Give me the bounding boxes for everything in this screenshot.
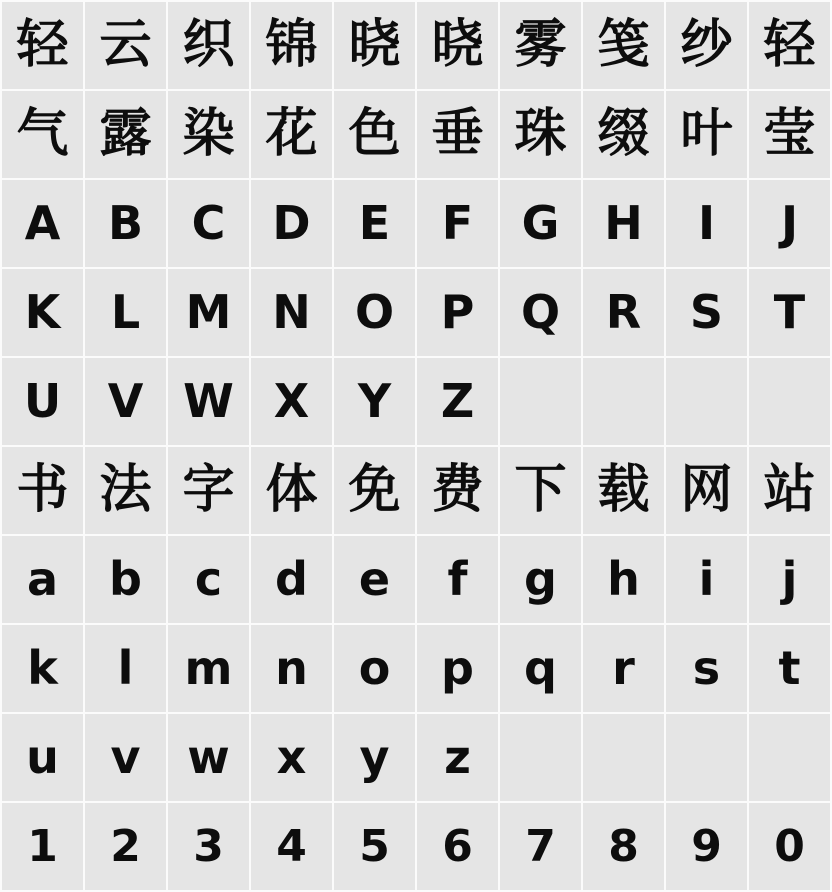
glyph-cell: b — [85, 536, 166, 623]
glyph-cell: 缀 — [583, 91, 664, 178]
glyph-cell: 3 — [168, 803, 249, 890]
glyph-cell: a — [2, 536, 83, 623]
glyph-cell: P — [417, 269, 498, 356]
glyph-cell: v — [85, 714, 166, 801]
glyph-cell: G — [500, 180, 581, 267]
glyph-cell: K — [2, 269, 83, 356]
glyph-cell: R — [583, 269, 664, 356]
glyph-cell: 珠 — [500, 91, 581, 178]
glyph-cell: k — [2, 625, 83, 712]
glyph-cell: 2 — [85, 803, 166, 890]
glyph-cell: f — [417, 536, 498, 623]
glyph-cell: x — [251, 714, 332, 801]
glyph-cell: S — [666, 269, 747, 356]
glyph-cell: 7 — [500, 803, 581, 890]
glyph-cell: 笺 — [583, 2, 664, 89]
glyph-cell: 费 — [417, 447, 498, 534]
glyph-cell: 5 — [334, 803, 415, 890]
glyph-cell: 色 — [334, 91, 415, 178]
glyph-cell: 9 — [666, 803, 747, 890]
glyph-cell: H — [583, 180, 664, 267]
glyph-cell: m — [168, 625, 249, 712]
glyph-cell: Q — [500, 269, 581, 356]
glyph-cell: Z — [417, 358, 498, 445]
glyph-cell: 书 — [2, 447, 83, 534]
glyph-cell: l — [85, 625, 166, 712]
glyph-cell: D — [251, 180, 332, 267]
glyph-cell: F — [417, 180, 498, 267]
glyph-cell: 晓 — [334, 2, 415, 89]
glyph-cell: 载 — [583, 447, 664, 534]
glyph-cell: 字 — [168, 447, 249, 534]
glyph-cell: p — [417, 625, 498, 712]
glyph-cell: i — [666, 536, 747, 623]
empty-cell — [583, 358, 664, 445]
glyph-cell: 法 — [85, 447, 166, 534]
glyph-cell: 花 — [251, 91, 332, 178]
glyph-cell: 6 — [417, 803, 498, 890]
glyph-cell: s — [666, 625, 747, 712]
glyph-cell: o — [334, 625, 415, 712]
glyph-cell: 气 — [2, 91, 83, 178]
glyph-cell: z — [417, 714, 498, 801]
empty-cell — [583, 714, 664, 801]
glyph-cell: 4 — [251, 803, 332, 890]
glyph-cell: 轻 — [2, 2, 83, 89]
glyph-cell: E — [334, 180, 415, 267]
glyph-cell: C — [168, 180, 249, 267]
glyph-cell: 染 — [168, 91, 249, 178]
glyph-cell: 体 — [251, 447, 332, 534]
empty-cell — [749, 358, 830, 445]
glyph-cell: n — [251, 625, 332, 712]
glyph-cell: 晓 — [417, 2, 498, 89]
glyph-cell: g — [500, 536, 581, 623]
glyph-cell: M — [168, 269, 249, 356]
glyph-cell: h — [583, 536, 664, 623]
empty-cell — [666, 358, 747, 445]
glyph-cell: q — [500, 625, 581, 712]
glyph-cell: T — [749, 269, 830, 356]
glyph-cell: 下 — [500, 447, 581, 534]
glyph-cell: 轻 — [749, 2, 830, 89]
glyph-cell: 网 — [666, 447, 747, 534]
empty-cell — [666, 714, 747, 801]
glyph-cell: V — [85, 358, 166, 445]
glyph-cell: 露 — [85, 91, 166, 178]
glyph-cell: 8 — [583, 803, 664, 890]
glyph-cell: A — [2, 180, 83, 267]
glyph-cell: d — [251, 536, 332, 623]
glyph-cell: w — [168, 714, 249, 801]
glyph-cell: t — [749, 625, 830, 712]
glyph-cell: 莹 — [749, 91, 830, 178]
glyph-cell: B — [85, 180, 166, 267]
glyph-cell: 免 — [334, 447, 415, 534]
glyph-cell: 垂 — [417, 91, 498, 178]
glyph-cell: 织 — [168, 2, 249, 89]
glyph-cell: 1 — [2, 803, 83, 890]
glyph-cell: 站 — [749, 447, 830, 534]
glyph-cell: X — [251, 358, 332, 445]
empty-cell — [500, 358, 581, 445]
glyph-cell: N — [251, 269, 332, 356]
glyph-cell: 雾 — [500, 2, 581, 89]
glyph-cell: 叶 — [666, 91, 747, 178]
glyph-cell: j — [749, 536, 830, 623]
glyph-cell: 锦 — [251, 2, 332, 89]
glyph-cell: e — [334, 536, 415, 623]
glyph-cell: 0 — [749, 803, 830, 890]
glyph-cell: L — [85, 269, 166, 356]
glyph-cell: c — [168, 536, 249, 623]
glyph-cell: J — [749, 180, 830, 267]
glyph-cell: W — [168, 358, 249, 445]
glyph-cell: Y — [334, 358, 415, 445]
glyph-cell: u — [2, 714, 83, 801]
glyph-cell: r — [583, 625, 664, 712]
glyph-cell: 云 — [85, 2, 166, 89]
glyph-cell: I — [666, 180, 747, 267]
glyph-cell: O — [334, 269, 415, 356]
glyph-cell: U — [2, 358, 83, 445]
empty-cell — [500, 714, 581, 801]
glyph-cell: 纱 — [666, 2, 747, 89]
glyph-cell: y — [334, 714, 415, 801]
empty-cell — [749, 714, 830, 801]
